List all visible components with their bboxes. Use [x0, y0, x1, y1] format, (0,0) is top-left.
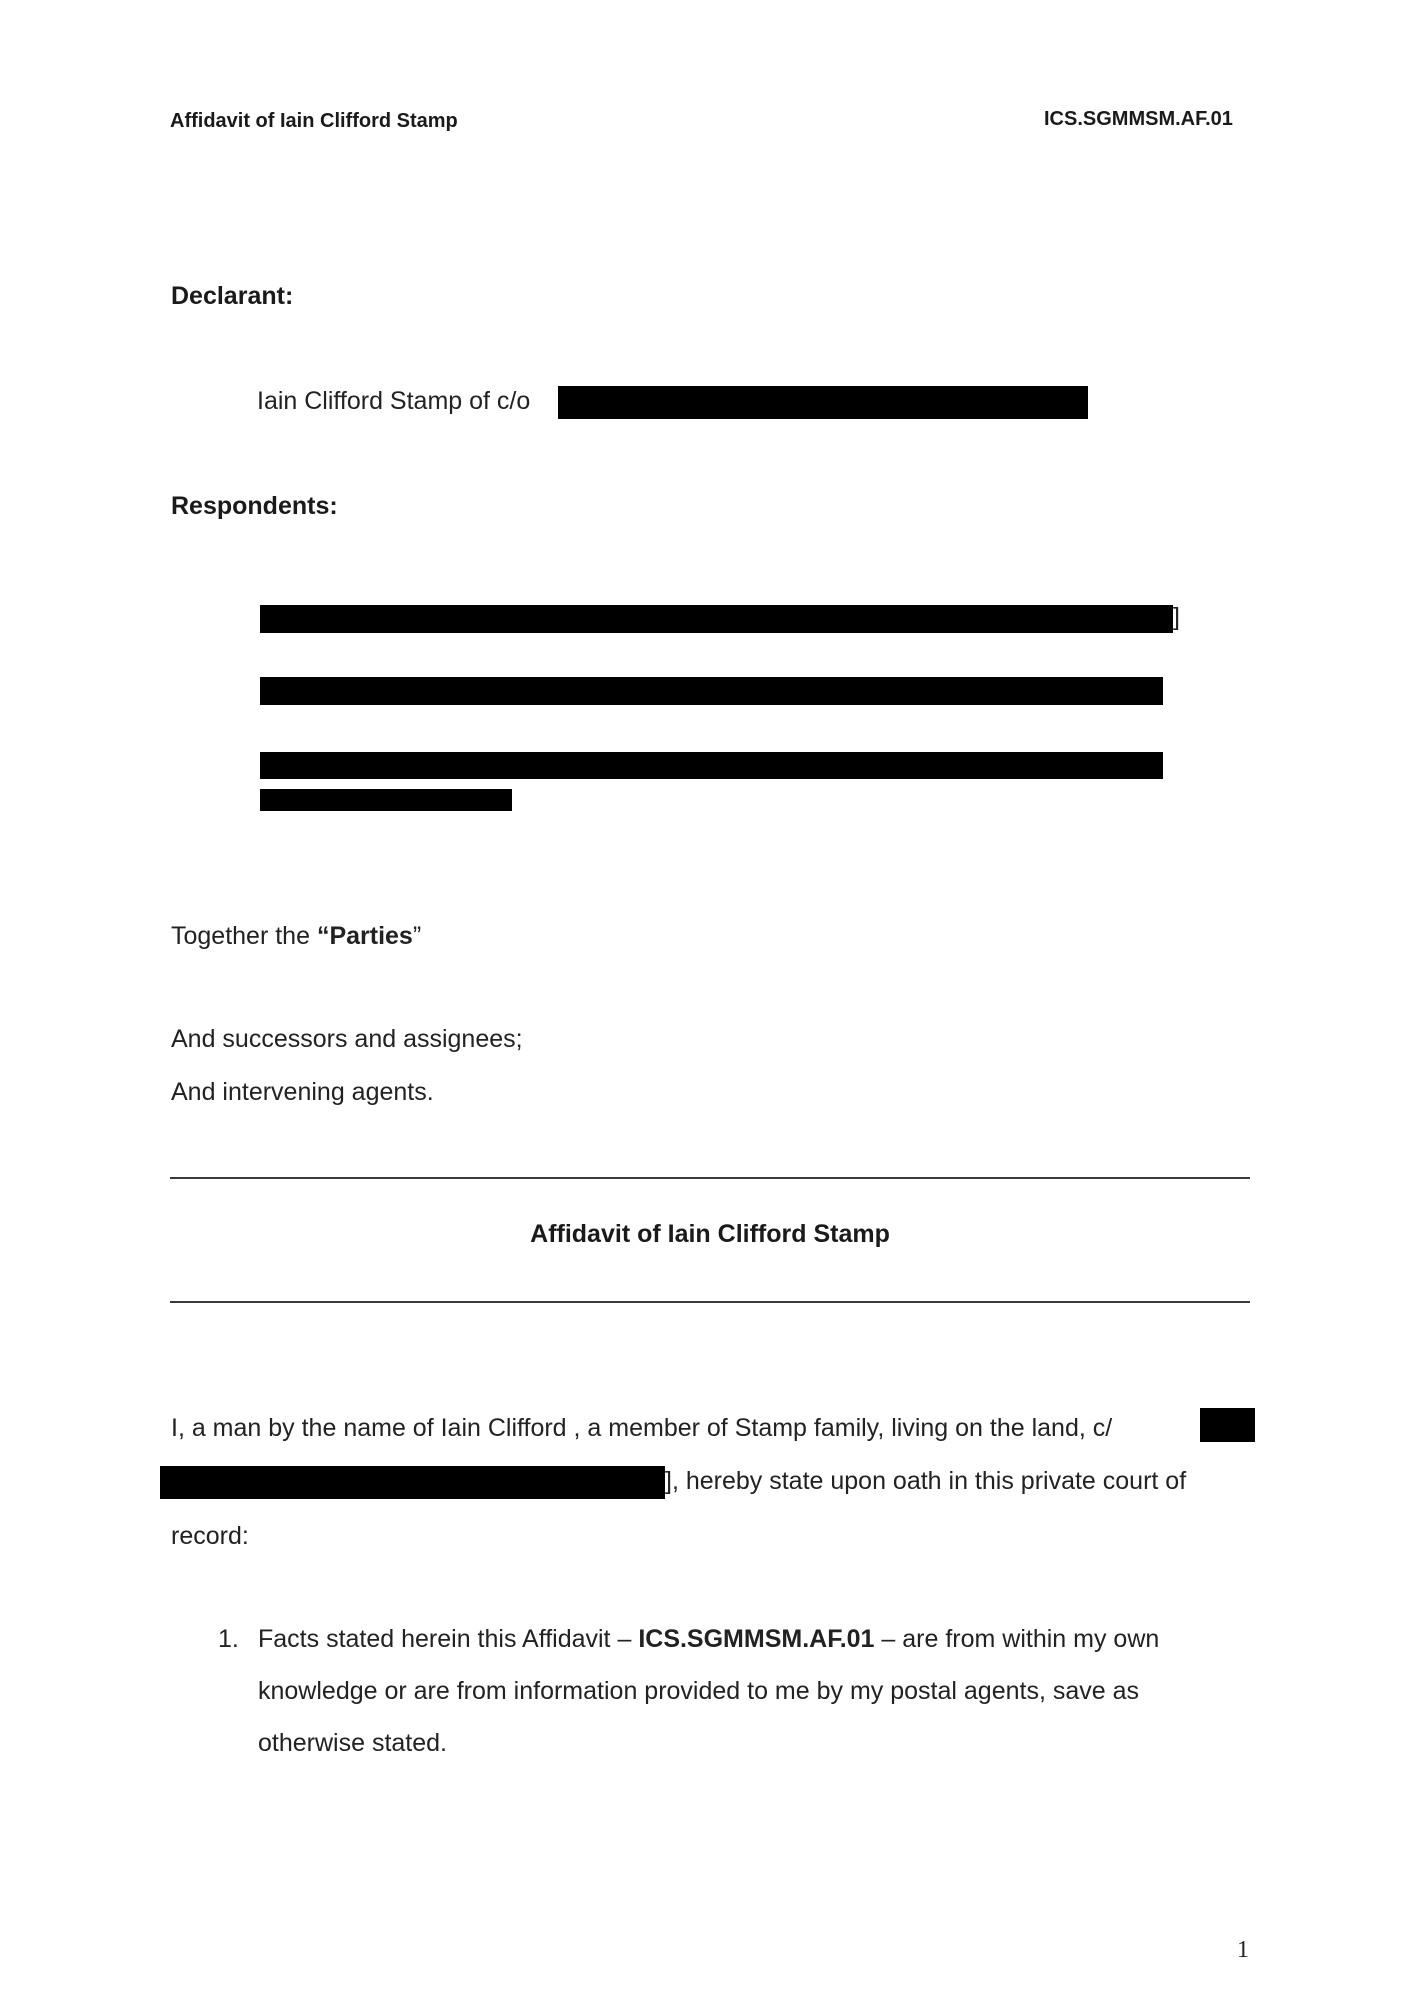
- redaction-respondent-1: [260, 605, 1173, 633]
- respondent-1-bracket: ]: [1173, 603, 1180, 631]
- item-1-line-1: [258, 1625, 1159, 1654]
- declarant-line: Iain Clifford Stamp of c/o: [257, 387, 531, 415]
- respondents-label: Respondents:: [171, 492, 338, 520]
- parties-prefix: Together the: [171, 922, 317, 950]
- title-rule-top: [170, 1177, 1250, 1179]
- redaction-intro-address-2: [160, 1466, 665, 1499]
- redaction-respondent-3-line2: [260, 789, 512, 811]
- successors-line: And successors and assignees;: [171, 1025, 523, 1053]
- redaction-declarant-address: [558, 386, 1088, 419]
- redaction-intro-address-1: [1200, 1408, 1255, 1442]
- parties-term: Parties: [329, 922, 413, 950]
- parties-open-quote: “: [316, 922, 330, 950]
- page-number: 1: [1237, 1937, 1249, 1963]
- redaction-respondent-2: [260, 677, 1163, 705]
- intro-line-2: ], hereby state upon oath in this private court of: [665, 1467, 1187, 1495]
- item-1-reference: ICS.SGMMSM.AF.01: [638, 1625, 875, 1653]
- affidavit-title: Affidavit of Iain Clifford Stamp: [530, 1220, 890, 1248]
- item-1-text-before: Facts stated herein this Affidavit –: [258, 1625, 639, 1653]
- declarant-label: Declarant:: [171, 282, 294, 310]
- item-1-line-2: knowledge or are from information provided to me by my postal agents, save as: [258, 1677, 1139, 1705]
- parties-close-quote: ”: [412, 922, 422, 950]
- item-1-text-after: – are from within my own: [874, 1625, 1160, 1653]
- intro-line-1: I, a man by the name of Iain Clifford , a member of Stamp family, living on the land, c/: [171, 1414, 1113, 1442]
- header-title: Affidavit of Iain Clifford Stamp: [170, 110, 458, 132]
- item-1-number: 1.: [218, 1625, 239, 1653]
- title-rule-bottom: [170, 1301, 1250, 1303]
- header-reference: ICS.SGMMSM.AF.01: [1044, 108, 1233, 130]
- intro-line-3: record:: [171, 1522, 249, 1550]
- parties-line: [171, 922, 421, 951]
- redaction-respondent-3-line1: [260, 752, 1163, 779]
- intervening-agents-line: And intervening agents.: [171, 1078, 434, 1106]
- item-1-line-3: otherwise stated.: [258, 1729, 447, 1757]
